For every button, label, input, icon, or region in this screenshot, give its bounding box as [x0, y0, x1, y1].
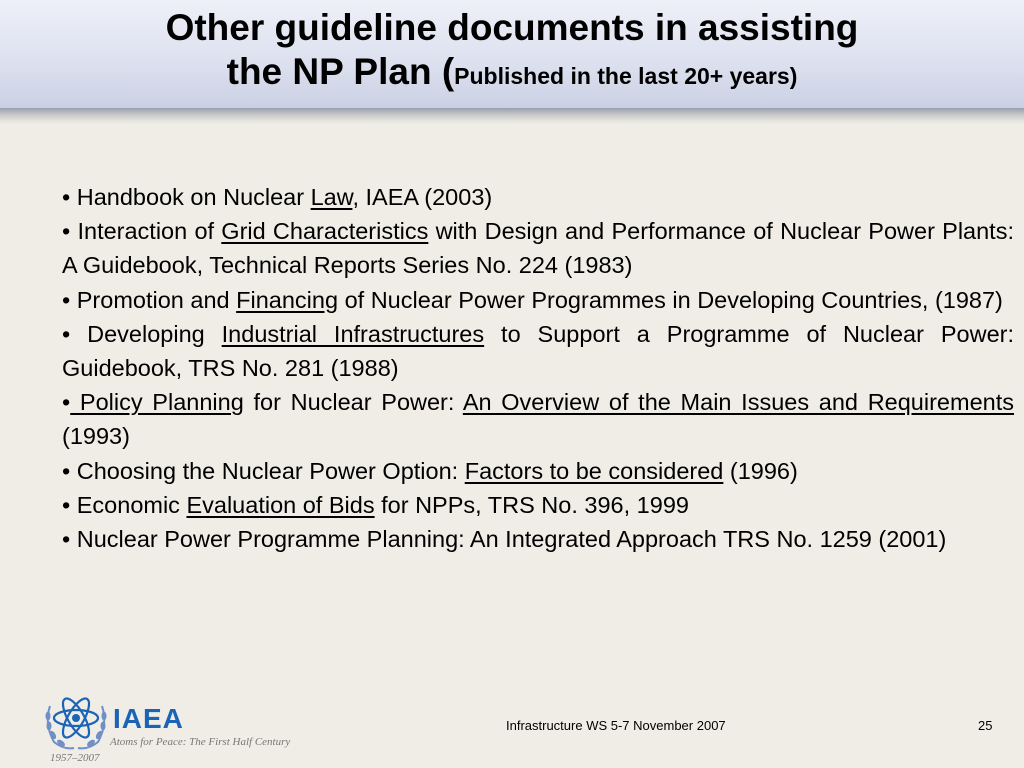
bullet-text: to Support a Programme of Nuclear Power: Guidebook, TRS No. 281 (1988) [62, 320, 1014, 382]
bullet-item [62, 283, 1014, 317]
bullet-text: of Nuclear Power Programmes in Developing Countries, (1987) [338, 286, 1003, 313]
bullet-text: (1996) [723, 457, 798, 484]
underlined-term: Law [310, 184, 353, 210]
underlined-term: Factors to be considered [464, 457, 724, 484]
bullet-text: • Economic [62, 491, 187, 518]
slide-title [0, 6, 1024, 98]
bullet-text: • Nuclear Power Programme Planning: An Integrated Approach TRS No. 1259 (2001) [62, 526, 947, 553]
bullet-list [62, 180, 1014, 556]
bullet-text: , IAEA (2003) [352, 184, 493, 210]
title-bar-shadow [0, 108, 1024, 124]
underlined-term: Industrial Infrastructures [221, 320, 485, 347]
slide-title-line1: Other guideline documents in assisting [165, 7, 859, 48]
slide-number: 25 [978, 718, 993, 733]
iaea-logo [40, 688, 310, 766]
bullet-text: • Choosing the Nuclear Power Option: [62, 457, 465, 484]
bullet-text: with Design and Performance of Nuclear Power Plants: A Guidebook, Technical Reports Series No. 224 (1983) [62, 218, 1014, 279]
bullet-text: • Interaction of [62, 218, 222, 245]
underlined-term: Grid Characteristics [221, 218, 429, 245]
bullet-item [62, 454, 1014, 488]
bullet-item [62, 180, 1014, 214]
bullet-text: • Handbook on Nuclear [62, 184, 311, 210]
bullet-text: • Developing [62, 320, 222, 347]
bullet-text: for NPPs, TRS No. 396, 1999 [374, 491, 689, 518]
underlined-term: Evaluation of Bids [186, 491, 375, 518]
bullet-text: (1993) [62, 423, 130, 450]
bullet-text: • [62, 389, 71, 416]
bullet-item [62, 488, 1014, 522]
footer-event-text: Infrastructure WS 5-7 November 2007 [506, 718, 726, 733]
bullet-item [62, 214, 1014, 282]
iaea-tagline: Atoms for Peace: The First Half Century [110, 736, 291, 748]
bullet-item [62, 317, 1014, 385]
bullet-item [62, 385, 1014, 453]
bullet-item [62, 522, 1014, 556]
slide-title-line2-main: the NP Plan ( [226, 51, 455, 92]
iaea-atom-laurel-icon [40, 688, 112, 754]
iaea-anniversary-years: 1957–2007 [50, 752, 100, 764]
underlined-term: Financing [236, 286, 339, 313]
bullet-text: • Promotion and [62, 286, 237, 313]
slide-title-line2 [0, 50, 1024, 98]
iaea-wordmark: IAEA [113, 703, 184, 734]
bullet-text: for Nuclear Power: [243, 389, 463, 416]
underlined-term: Policy Planning [70, 389, 244, 416]
underlined-term: An Overview of the Main Issues and Requirements [462, 389, 1014, 416]
slide-title-line2-note: Published in the last 20+ years) [454, 63, 798, 89]
